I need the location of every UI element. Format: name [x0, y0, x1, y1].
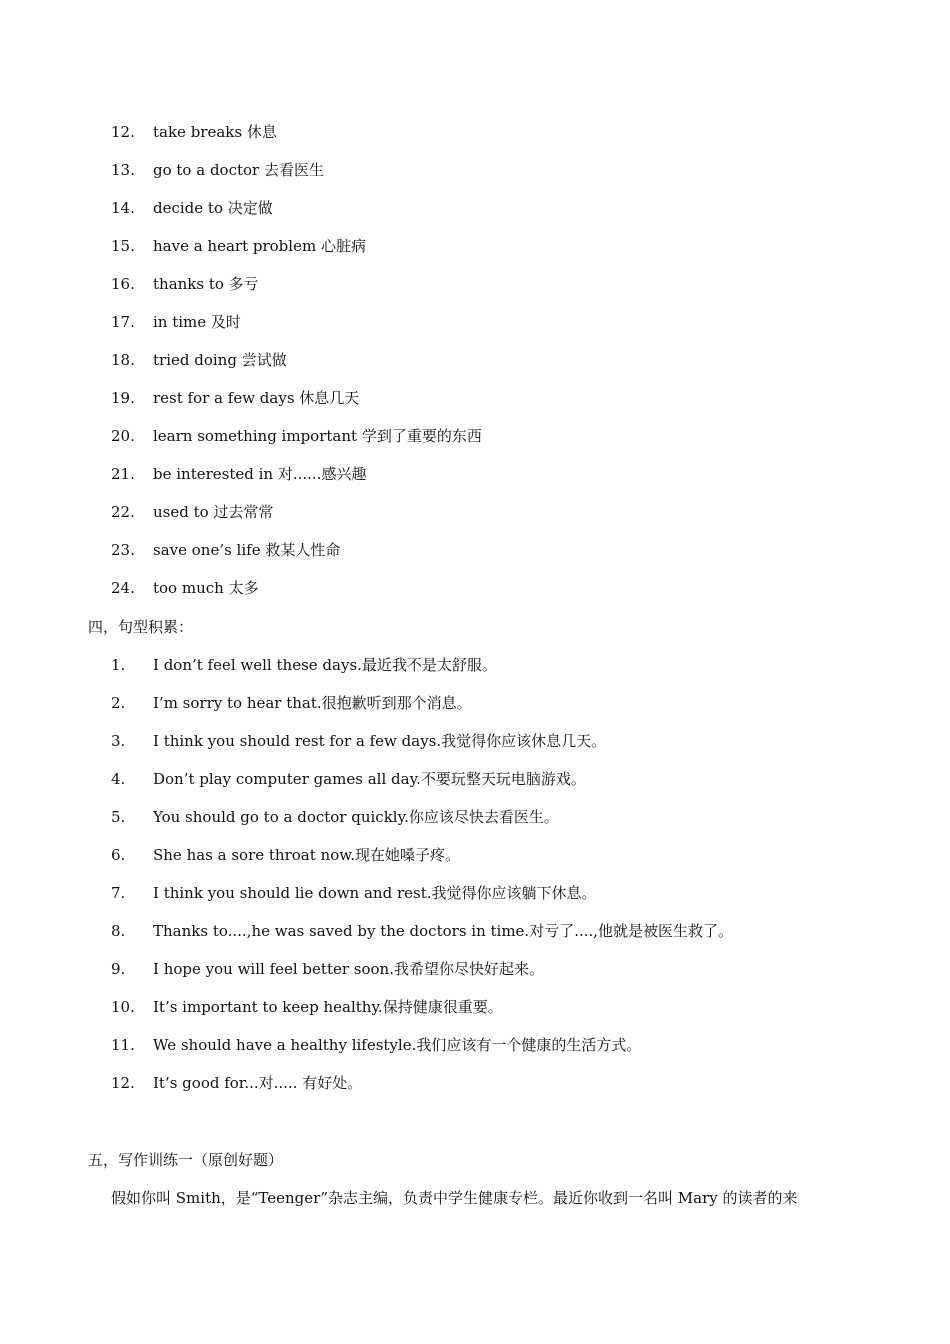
item-number: 9.	[111, 960, 126, 978]
item-text: tried doing 尝试做	[153, 351, 287, 369]
item-text: rest for a few days 休息几天	[153, 389, 360, 407]
section-heading-sentence-patterns: 四，句型积累：	[88, 618, 194, 636]
list-item	[0, 538, 950, 576]
item-text: We should have a healthy lifestyle.我们应该有一个健康的生活方式。	[153, 1036, 642, 1054]
item-number: 5.	[111, 808, 126, 826]
item-number: 15.	[111, 237, 135, 255]
item-text: I think you should lie down and rest.我觉得你应该躺下休息。	[153, 884, 597, 902]
list-item	[0, 691, 950, 729]
item-text: too much 太多	[153, 579, 259, 597]
item-text: I don’t feel well these days.最近我不是太舒服。	[153, 656, 497, 674]
item-number: 24.	[111, 579, 135, 597]
item-text: go to a doctor 去看医生	[153, 161, 324, 179]
item-number: 6.	[111, 846, 126, 864]
list-item	[0, 386, 950, 424]
item-text: I hope you will feel better soon.我希望你尽快好起来。	[153, 960, 544, 978]
item-text: decide to 决定做	[153, 199, 273, 217]
list-item	[0, 843, 950, 881]
item-text: take breaks 休息	[153, 123, 277, 141]
item-text: You should go to a doctor quickly.你应该尽快去看医生。	[153, 808, 559, 826]
list-item	[0, 576, 950, 614]
item-text: I think you should rest for a few days.我觉得你应该休息几天。	[153, 732, 607, 750]
list-item	[0, 272, 950, 310]
item-number: 23.	[111, 541, 135, 559]
item-number: 12.	[111, 123, 135, 141]
item-number: 21.	[111, 465, 135, 483]
item-text: Don’t play computer games all day.不要玩整天玩电脑游戏。	[153, 770, 586, 788]
item-text: save one’s life 救某人性命	[153, 541, 341, 559]
list-item	[0, 310, 950, 348]
item-number: 7.	[111, 884, 126, 902]
list-item	[0, 995, 950, 1033]
list-item	[0, 957, 950, 995]
item-number: 8.	[111, 922, 126, 940]
list-item	[0, 805, 950, 843]
list-item	[0, 348, 950, 386]
section-heading-writing-practice: 五，写作训练一（原创好题）	[88, 1151, 284, 1169]
list-item	[0, 1071, 950, 1109]
item-text: She has a sore throat now.现在她嗓子疼。	[153, 846, 461, 864]
item-text: used to 过去常常	[153, 503, 274, 521]
item-number: 2.	[111, 694, 126, 712]
item-number: 1.	[111, 656, 126, 674]
item-number: 14.	[111, 199, 135, 217]
item-number: 18.	[111, 351, 135, 369]
item-text: have a heart problem 心脏病	[153, 237, 366, 255]
item-number: 19.	[111, 389, 135, 407]
item-text: thanks to 多亏	[153, 275, 259, 293]
item-text: I’m sorry to hear that.很抱歉听到那个消息。	[153, 694, 472, 712]
list-item	[0, 196, 950, 234]
list-item	[0, 919, 950, 957]
list-item	[0, 234, 950, 272]
item-number: 12.	[111, 1074, 135, 1092]
list-item	[0, 462, 950, 500]
item-number: 11.	[111, 1036, 135, 1054]
item-number: 10.	[111, 998, 135, 1016]
list-item	[0, 653, 950, 691]
item-number: 17.	[111, 313, 135, 331]
item-number: 3.	[111, 732, 126, 750]
list-item	[0, 1033, 950, 1071]
item-number: 4.	[111, 770, 126, 788]
item-number: 20.	[111, 427, 135, 445]
list-item	[0, 500, 950, 538]
item-text: in time 及时	[153, 313, 241, 331]
item-number: 22.	[111, 503, 135, 521]
list-item	[0, 424, 950, 462]
list-item	[0, 120, 950, 158]
list-item	[0, 767, 950, 805]
item-text: be interested in 对......感兴趣	[153, 465, 367, 483]
item-number: 13.	[111, 161, 135, 179]
item-text: It’s important to keep healthy.保持健康很重要。	[153, 998, 503, 1016]
item-text: Thanks to....,he was saved by the doctors in time.对亏了....,他就是被医生救了。	[153, 922, 734, 940]
item-text: learn something important 学到了重要的东西	[153, 427, 482, 445]
list-item	[0, 881, 950, 919]
sentence-list	[0, 653, 950, 1109]
list-item	[0, 729, 950, 767]
list-item	[0, 158, 950, 196]
item-text: It’s good for...对..... 有好处。	[153, 1074, 363, 1092]
writing-prompt-paragraph: 假如你叫 Smith，是“Teenger”杂志主编，负责中学生健康专栏。最近你收到一名叫 Mary 的读者的来	[111, 1189, 798, 1207]
item-number: 16.	[111, 275, 135, 293]
phrase-list	[0, 120, 950, 614]
